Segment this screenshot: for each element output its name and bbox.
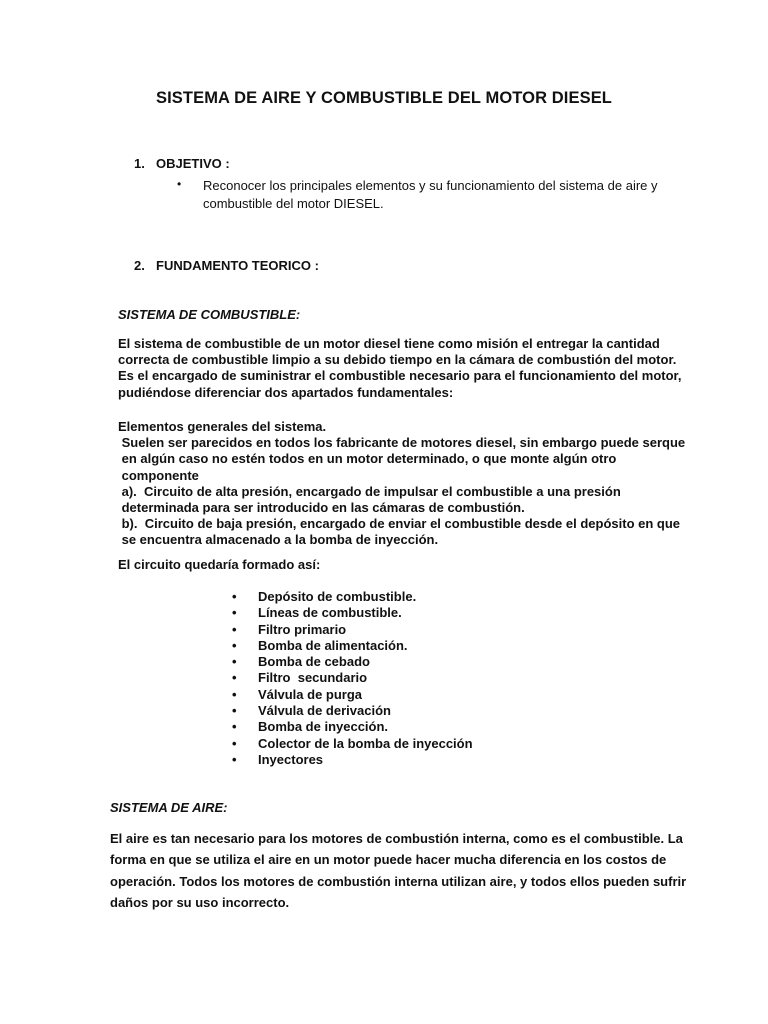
list-item xyxy=(232,752,473,768)
paragraph-line: operación. Todos los motores de combustión interna utilizan aire, y todos ellos pueden sufrir xyxy=(110,873,687,889)
list-item-text: Inyectores xyxy=(258,751,324,767)
paragraph-line: componente xyxy=(118,467,199,483)
section-title: OBJETIVO : xyxy=(156,156,230,171)
paragraph-line: El sistema de combustible de un motor diesel tiene como misión el entregar la cantidad xyxy=(118,336,660,351)
circuito-list xyxy=(232,589,473,768)
paragraph-line: daños por su uso incorrecto. xyxy=(110,894,290,910)
list-item-text: Bomba de cebado xyxy=(258,654,370,670)
paragraph-line: El aire es tan necesario para los motores de combustión interna, como es el combustible. La xyxy=(110,831,683,846)
list-item xyxy=(232,605,473,621)
paragraph-line: b). Circuito de baja presión, encargado de enviar el combustible desde el depósito en que xyxy=(118,516,681,532)
paragraph-line: Suelen ser parecidos en todos los fabricante de motores diesel, sin embargo puede serque xyxy=(118,435,686,451)
list-item xyxy=(232,687,473,703)
list-item-text: Bomba de alimentación. xyxy=(258,637,408,653)
paragraph-line: en algún caso no estén todos en un motor determinado, o que monte algún otro xyxy=(118,451,617,467)
section-title: FUNDAMENTO TEORICO : xyxy=(156,258,319,273)
list-item-text: Válvula de purga xyxy=(258,686,363,702)
document-title: SISTEMA DE AIRE Y COMBUSTIBLE DEL MOTOR DIESEL xyxy=(156,89,612,107)
paragraph-line: Es el encargado de suministrar el combustible necesario para el funcionamiento del motor, xyxy=(118,368,682,384)
section-fundamento-heading xyxy=(134,258,319,273)
bullet-icon: • xyxy=(232,686,237,702)
list-item-text: Válvula de derivación xyxy=(258,703,391,719)
paragraph-line: se encuentra almacenado a la bomba de inyección. xyxy=(118,532,439,548)
list-item-text: Filtro primario xyxy=(258,621,347,637)
list-item xyxy=(232,670,473,686)
bullet-icon: • xyxy=(232,735,237,751)
bullet-icon: • xyxy=(232,670,237,686)
bullet-icon: • xyxy=(232,703,237,719)
list-item-text: Colector de la bomba de inyección xyxy=(258,735,473,751)
list-item xyxy=(232,736,473,752)
paragraph-line: correcta de combustible limpio a su debido tiempo en la cámara de combustión del motor. xyxy=(118,352,677,368)
list-item xyxy=(232,589,473,605)
list-item xyxy=(232,622,473,638)
aire-heading: SISTEMA DE AIRE: xyxy=(110,800,228,815)
section-objetivo-heading xyxy=(134,156,230,171)
paragraph-line: a). Circuito de alta presión, encargado de impulsar el combustible a una presión xyxy=(118,483,621,499)
bullet-icon: • xyxy=(232,637,237,653)
list-item-text: Depósito de combustible. xyxy=(258,589,417,604)
aire-paragraph xyxy=(110,828,686,913)
paragraph-line: determinada para ser introducido en las cámaras de combustión. xyxy=(118,500,525,516)
bullet-icon: • xyxy=(177,177,182,191)
list-item-text: Bomba de inyección. xyxy=(258,719,389,735)
bullet-icon: • xyxy=(232,751,237,767)
objetivo-text-line-2: combustible del motor DIESEL. xyxy=(203,196,384,211)
list-item-text: Líneas de combustible. xyxy=(258,605,402,621)
paragraph-line: forma en que se utiliza el aire en un motor puede hacer mucha diferencia en los costos de xyxy=(110,852,667,868)
paragraph-line: pudiéndose diferenciar dos apartados fundamentales: xyxy=(118,384,454,400)
list-item xyxy=(232,638,473,654)
section-number: 2. xyxy=(134,258,145,273)
elementos-paragraph xyxy=(118,419,685,549)
combustible-intro-paragraph xyxy=(118,336,682,401)
bullet-icon: • xyxy=(232,621,237,637)
paragraph-line: Elementos generales del sistema. xyxy=(118,419,327,434)
list-item xyxy=(232,654,473,670)
bullet-icon: • xyxy=(232,605,237,621)
bullet-icon: • xyxy=(232,589,237,604)
combustible-heading: SISTEMA DE COMBUSTIBLE: xyxy=(118,307,301,322)
list-item xyxy=(232,719,473,735)
bullet-icon: • xyxy=(232,719,237,735)
circuito-label: El circuito quedaría formado así: xyxy=(118,557,321,572)
list-item xyxy=(232,703,473,719)
list-item-text: Filtro secundario xyxy=(258,670,368,686)
bullet-icon: • xyxy=(232,654,237,670)
section-number: 1. xyxy=(134,156,145,171)
objetivo-text-line-1: Reconocer los principales elementos y su funcionamiento del sistema de aire y xyxy=(203,178,658,193)
